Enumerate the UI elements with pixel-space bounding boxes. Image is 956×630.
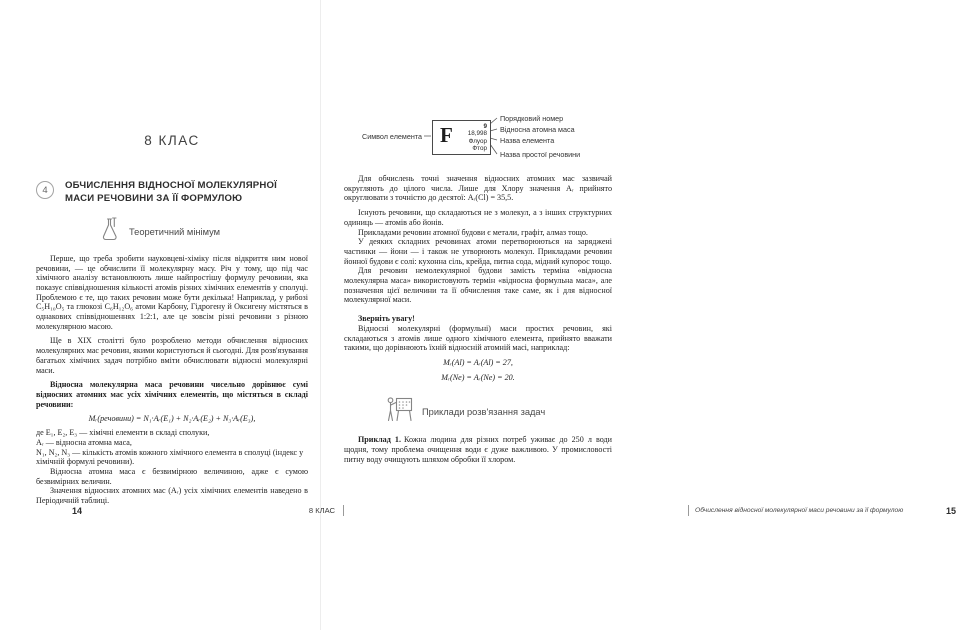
paragraph: Відносна атомна маса є безвимірною величиною, адже є сумою безвимірних величин. — [36, 466, 308, 486]
paragraph: Для обчислень точні значення відносних атомних мас зазвичай округляють до цілого числа. Лише для Хлору значення Aᵣ прийнято округлювати з точністю до десятої: Aᵣ(Cl) = 35,5. — [344, 174, 612, 203]
flask-icon — [100, 217, 121, 247]
example-block — [344, 435, 612, 464]
formula-legend-line: N₁, N₂, N₃ — кількість атомів кожного хімічного елемента в сполуці (індекс у хімічній формулі речовини). — [36, 447, 304, 467]
formula-ne: Mᵣ(Ne) = Aᵣ(Ne) = 20. — [441, 372, 515, 382]
footer-divider-bar — [688, 505, 689, 516]
paragraph: Перше, що треба зробити науковцеві-хіміку після відкриття ним нової речовини, — це обчислити її молекулярну масу. Річ у тому, що під час хімічного аналізу встановлюють лише найпростішу формулу речовини, яка показує співвідношення кількості атомів різних хімічних елементів у сполуці. Проблемою є те, що таких речовин може бути декілька! Наприклад, у рибозі C₅H₁₀O₅ та глюкозі C₆H₁₂O₆ атоми Карбону, Гідрогену й Оксигену містяться в однакових співвідношеннях 1:2:1, але це зовсім різні речовини з різною молекулярною масою. — [36, 253, 308, 331]
running-title: 8 КЛАС — [308, 506, 335, 515]
paragraph: Значення відносних атомних мас (Aᵣ) усіх хімічних елементів наведено в Періодичній таблиці. — [36, 486, 308, 506]
left-body-text — [36, 254, 308, 506]
grade-header: 8 КЛАС — [144, 133, 200, 148]
element-name-label: Назва елемента — [500, 136, 555, 145]
page-left — [36, 0, 335, 630]
element-symbol-label: Символ елемента — [362, 132, 422, 141]
running-footer — [688, 505, 956, 516]
theory-minimum-rubric — [100, 217, 308, 247]
page-right — [344, 0, 956, 630]
page-number: 14 — [72, 505, 83, 516]
element-symbol: F — [440, 123, 453, 147]
formula-al: Mᵣ(Al) = Aᵣ(Al) = 27, — [443, 357, 513, 367]
element-card-diagram — [344, 110, 612, 168]
right-body-text — [344, 174, 612, 382]
example-paragraph — [344, 435, 612, 464]
atomic-mass-label: Відносна атомна маса — [500, 125, 575, 134]
footer-right-page — [688, 505, 956, 516]
page-gutter-divider — [320, 0, 321, 630]
substance-name: Фтор — [472, 144, 487, 152]
element-cell — [432, 120, 491, 155]
notice-heading: Зверніть увагу! — [358, 314, 415, 324]
section-heading — [36, 179, 308, 206]
section-title: ОБЧИСЛЕННЯ ВІДНОСНОЇ МОЛЕКУЛЯРНОЇ МАСИ РЕЧОВИНИ ЗА ЇЇ ФОРМУЛОЮ — [65, 180, 278, 205]
paragraph: Відносні молекулярні (формульні) маси простих речовин, які складаються з атомів лише одного хімічного елемента, прийнято вважати такими, що дорівнюють їхній відносній атомній масі, наприклад: — [344, 323, 612, 353]
examples-rubric — [386, 396, 612, 427]
atomic-number: 9 — [483, 123, 487, 130]
footer-left-page — [72, 505, 344, 516]
paragraph: Для речовин немолекулярної будови замість терміна «відносна молекулярна маса» використовують термін «відносна формульна маса», але позначення цієї величини та її обчислення таке саме, як і для відносної молекулярної маси. — [344, 266, 612, 305]
running-title: Обчислення відносної молекулярної маси речовини за її формулою — [695, 507, 904, 514]
section-number-badge: 4 — [36, 181, 54, 199]
example-number-label: Приклад 1. — [358, 435, 401, 445]
atomic-mass: 18,998 — [467, 130, 487, 138]
running-header — [309, 505, 344, 516]
example-text: Кожна людина для різних потреб уживає до 250 л води щодня, тому проблема очищення води є дуже важливою. У промисловості питну воду очищують шляхом обробки її хлором. — [344, 435, 612, 464]
atomic-number-label: Порядковий номер — [500, 114, 564, 123]
theory-minimum-label: Теоретичний мінімум — [129, 226, 221, 237]
definition-paragraph: Відносна молекулярна маса речовини чисельно дорівнює сумі відносних атомних мас усіх хімічних елементів, що містяться в складі речовини: — [36, 380, 308, 409]
formula-legend-line: де E₁, E₂, E₃ — хімічні елементи в складі сполуки, — [36, 428, 210, 438]
examples-label: Приклади розв'язання задач — [422, 406, 546, 417]
element-name: Флуор — [468, 137, 487, 145]
paragraph: Ще в XIX столітті було розроблено методи обчислення відносних молекулярних мас речовин, якими користуються й сьогодні. Для розв'язування багатьох хімічних задач потрібно вміти обчислювати відносні молекулярні маси. — [36, 336, 308, 375]
teacher-board-icon — [386, 396, 414, 427]
page-number: 15 — [945, 505, 956, 516]
paragraph: У деяких складних речовинах атоми перетворюються на заряджені частинки — йони — і також не утворюють молекул. Прикладами речовин йонної будови є солі: кухонна сіль, крейда, питна сода, мідний купорос тощо. — [344, 237, 612, 266]
formula-legend-line: Aᵣ — відносна атомна маса, — [36, 437, 132, 447]
paragraph: Прикладами речовин атомної будови є метали, графіт, алмаз тощо. — [358, 227, 588, 237]
paragraph: Існують речовини, що складаються не з молекул, а з інших структурних одиниць — атомів або йонів. — [344, 208, 612, 227]
substance-name-label: Назва простої речовини — [500, 150, 581, 159]
molecular-mass-formula: Mᵣ(речовини) = N₁·Aᵣ(E₁) + N₂·Aᵣ(E₂) + N₃·Aᵣ(E₃), — [88, 414, 256, 424]
element-data — [468, 123, 487, 152]
